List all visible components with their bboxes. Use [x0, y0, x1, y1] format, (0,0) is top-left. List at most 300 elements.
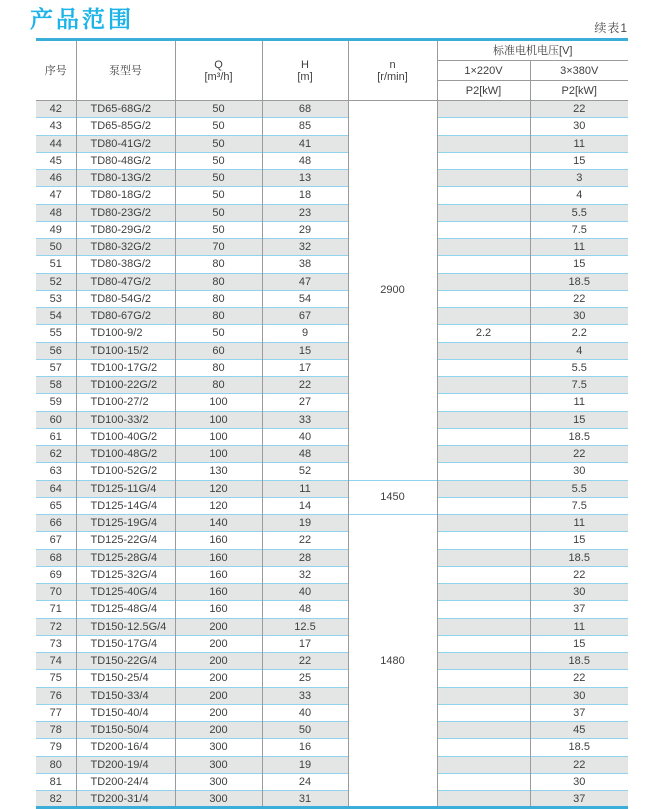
- cell-head: 33: [262, 411, 348, 428]
- cell-serial: 51: [36, 256, 76, 273]
- cell-model: TD65-85G/2: [76, 118, 175, 135]
- cell-p2-220: [437, 290, 530, 307]
- cell-model: TD150-50/4: [76, 722, 175, 739]
- cell-p2-380: 22: [530, 290, 628, 307]
- cell-flow: 80: [175, 377, 262, 394]
- cell-model: TD80-48G/2: [76, 152, 175, 169]
- cell-p2-220: [437, 584, 530, 601]
- cell-serial: 77: [36, 704, 76, 721]
- cell-p2-380: 30: [530, 773, 628, 790]
- table-row: [36, 549, 628, 566]
- cell-p2-380: 11: [530, 239, 628, 256]
- cell-p2-380: 15: [530, 411, 628, 428]
- table-row: [36, 566, 628, 583]
- header-speed-unit: [r/min]: [377, 70, 408, 83]
- cell-head: 12.5: [262, 618, 348, 635]
- cell-model: TD80-41G/2: [76, 135, 175, 152]
- cell-serial: 46: [36, 170, 76, 187]
- cell-p2-380: 22: [530, 566, 628, 583]
- cell-model: TD150-17G/4: [76, 635, 175, 652]
- cell-p2-380: 22: [530, 101, 628, 118]
- cell-head: 15: [262, 342, 348, 359]
- continued-table-label: 续表1: [594, 21, 628, 35]
- header-speed-symbol: n: [389, 58, 396, 71]
- table-row: [36, 739, 628, 756]
- cell-flow: 50: [175, 170, 262, 187]
- cell-flow: 80: [175, 308, 262, 325]
- cell-p2-380: 11: [530, 515, 628, 532]
- cell-flow: 100: [175, 428, 262, 445]
- cell-head: 17: [262, 359, 348, 376]
- cell-flow: 160: [175, 584, 262, 601]
- cell-flow: 200: [175, 722, 262, 739]
- cell-model: TD100-22G/2: [76, 377, 175, 394]
- cell-p2-380: 22: [530, 756, 628, 773]
- table-row: [36, 256, 628, 273]
- table-row: [36, 135, 628, 152]
- table-row: [36, 101, 628, 118]
- cell-serial: 59: [36, 394, 76, 411]
- table-row: [36, 791, 628, 808]
- cell-flow: 120: [175, 480, 262, 497]
- cell-p2-220: [437, 549, 530, 566]
- cell-p2-220: [437, 791, 530, 808]
- cell-p2-380: 15: [530, 152, 628, 169]
- cell-p2-220: [437, 377, 530, 394]
- header-head-unit: [m]: [297, 70, 313, 83]
- cell-serial: 80: [36, 756, 76, 773]
- cell-head: 32: [262, 566, 348, 583]
- cell-p2-220: [437, 480, 530, 497]
- cell-head: 24: [262, 773, 348, 790]
- cell-model: TD80-18G/2: [76, 187, 175, 204]
- cell-head: 54: [262, 290, 348, 307]
- cell-p2-380: 5.5: [530, 480, 628, 497]
- cell-p2-220: [437, 239, 530, 256]
- cell-serial: 60: [36, 411, 76, 428]
- cell-speed: 1450: [348, 480, 437, 515]
- cell-p2-220: [437, 773, 530, 790]
- header-p2-220: P2[kW]: [437, 81, 530, 101]
- cell-serial: 64: [36, 480, 76, 497]
- cell-serial: 56: [36, 342, 76, 359]
- cell-model: TD200-19/4: [76, 756, 175, 773]
- cell-model: TD125-11G/4: [76, 480, 175, 497]
- table-row: [36, 635, 628, 652]
- page-title: 产品范围: [30, 6, 134, 32]
- cell-p2-380: 22: [530, 446, 628, 463]
- cell-head: 67: [262, 308, 348, 325]
- cell-p2-220: [437, 704, 530, 721]
- cell-p2-220: [437, 463, 530, 480]
- table-row: [36, 532, 628, 549]
- cell-serial: 72: [36, 618, 76, 635]
- cell-p2-220: 2.2: [437, 325, 530, 342]
- table-row: [36, 601, 628, 618]
- cell-serial: 68: [36, 549, 76, 566]
- cell-serial: 73: [36, 635, 76, 652]
- cell-serial: 48: [36, 204, 76, 221]
- cell-p2-380: 30: [530, 687, 628, 704]
- cell-head: 25: [262, 670, 348, 687]
- cell-head: 16: [262, 739, 348, 756]
- cell-p2-220: [437, 152, 530, 169]
- table-header: [36, 40, 628, 101]
- cell-serial: 71: [36, 601, 76, 618]
- table-row: [36, 342, 628, 359]
- cell-p2-380: 18.5: [530, 428, 628, 445]
- cell-p2-380: 5.5: [530, 359, 628, 376]
- header-flow: [175, 40, 262, 101]
- cell-p2-380: 37: [530, 791, 628, 808]
- cell-p2-220: [437, 497, 530, 514]
- cell-model: TD125-48G/4: [76, 601, 175, 618]
- cell-serial: 82: [36, 791, 76, 808]
- cell-p2-220: [437, 308, 530, 325]
- cell-head: 48: [262, 446, 348, 463]
- header-p2-380: P2[kW]: [530, 81, 628, 101]
- cell-flow: 200: [175, 670, 262, 687]
- table-row: [36, 618, 628, 635]
- cell-serial: 79: [36, 739, 76, 756]
- cell-model: TD80-13G/2: [76, 170, 175, 187]
- cell-head: 13: [262, 170, 348, 187]
- header-flow-symbol: Q: [214, 58, 223, 71]
- cell-p2-380: 3: [530, 170, 628, 187]
- cell-head: 22: [262, 653, 348, 670]
- cell-p2-380: 37: [530, 601, 628, 618]
- cell-serial: 70: [36, 584, 76, 601]
- cell-head: 31: [262, 791, 348, 808]
- cell-serial: 43: [36, 118, 76, 135]
- cell-head: 47: [262, 273, 348, 290]
- cell-flow: 80: [175, 290, 262, 307]
- cell-flow: 120: [175, 497, 262, 514]
- cell-p2-380: 15: [530, 256, 628, 273]
- cell-p2-380: 37: [530, 704, 628, 721]
- header-head: [262, 40, 348, 101]
- cell-model: TD125-19G/4: [76, 515, 175, 532]
- cell-p2-380: 7.5: [530, 497, 628, 514]
- cell-flow: 50: [175, 152, 262, 169]
- table-row: [36, 290, 628, 307]
- cell-model: TD125-28G/4: [76, 549, 175, 566]
- cell-p2-220: [437, 601, 530, 618]
- cell-serial: 49: [36, 221, 76, 238]
- cell-model: TD80-67G/2: [76, 308, 175, 325]
- cell-serial: 42: [36, 101, 76, 118]
- cell-head: 38: [262, 256, 348, 273]
- cell-model: TD150-25/4: [76, 670, 175, 687]
- cell-head: 11: [262, 480, 348, 497]
- cell-p2-220: [437, 653, 530, 670]
- table-row: [36, 170, 628, 187]
- cell-p2-380: 18.5: [530, 653, 628, 670]
- cell-flow: 100: [175, 394, 262, 411]
- table-row: [36, 239, 628, 256]
- cell-model: TD80-47G/2: [76, 273, 175, 290]
- cell-p2-220: [437, 618, 530, 635]
- cell-model: TD100-17G/2: [76, 359, 175, 376]
- cell-flow: 130: [175, 463, 262, 480]
- cell-p2-220: [437, 515, 530, 532]
- cell-p2-220: [437, 411, 530, 428]
- cell-model: TD150-12.5G/4: [76, 618, 175, 635]
- cell-serial: 52: [36, 273, 76, 290]
- cell-head: 9: [262, 325, 348, 342]
- cell-p2-380: 45: [530, 722, 628, 739]
- table-row: [36, 273, 628, 290]
- cell-model: TD125-40G/4: [76, 584, 175, 601]
- cell-flow: 160: [175, 566, 262, 583]
- cell-flow: 80: [175, 256, 262, 273]
- cell-flow: 50: [175, 135, 262, 152]
- cell-p2-220: [437, 428, 530, 445]
- cell-p2-220: [437, 566, 530, 583]
- cell-head: 33: [262, 687, 348, 704]
- cell-head: 27: [262, 394, 348, 411]
- cell-p2-220: [437, 135, 530, 152]
- cell-serial: 69: [36, 566, 76, 583]
- cell-flow: 160: [175, 601, 262, 618]
- cell-model: TD100-52G/2: [76, 463, 175, 480]
- table-row: [36, 687, 628, 704]
- table-row: [36, 308, 628, 325]
- cell-p2-220: [437, 170, 530, 187]
- table-row: [36, 394, 628, 411]
- cell-flow: 50: [175, 325, 262, 342]
- cell-p2-380: 30: [530, 584, 628, 601]
- table-row: [36, 670, 628, 687]
- cell-p2-220: [437, 101, 530, 118]
- cell-p2-220: [437, 118, 530, 135]
- cell-flow: 50: [175, 204, 262, 221]
- cell-flow: 80: [175, 359, 262, 376]
- table-body: [36, 101, 628, 808]
- cell-flow: 50: [175, 221, 262, 238]
- cell-serial: 74: [36, 653, 76, 670]
- cell-head: 50: [262, 722, 348, 739]
- cell-model: TD125-32G/4: [76, 566, 175, 583]
- cell-model: TD100-27/2: [76, 394, 175, 411]
- cell-p2-220: [437, 670, 530, 687]
- cell-flow: 300: [175, 739, 262, 756]
- cell-p2-380: 7.5: [530, 221, 628, 238]
- cell-p2-220: [437, 756, 530, 773]
- cell-head: 17: [262, 635, 348, 652]
- cell-model: TD80-29G/2: [76, 221, 175, 238]
- table-row: [36, 722, 628, 739]
- cell-serial: 76: [36, 687, 76, 704]
- cell-head: 18: [262, 187, 348, 204]
- cell-p2-380: 2.2: [530, 325, 628, 342]
- cell-flow: 200: [175, 618, 262, 635]
- cell-p2-220: [437, 739, 530, 756]
- cell-serial: 55: [36, 325, 76, 342]
- cell-serial: 57: [36, 359, 76, 376]
- cell-flow: 140: [175, 515, 262, 532]
- table-row: [36, 497, 628, 514]
- table-row: [36, 446, 628, 463]
- cell-model: TD100-15/2: [76, 342, 175, 359]
- cell-flow: 200: [175, 687, 262, 704]
- table-row: [36, 480, 628, 497]
- cell-model: TD65-68G/2: [76, 101, 175, 118]
- cell-model: TD200-16/4: [76, 739, 175, 756]
- cell-head: 85: [262, 118, 348, 135]
- table-row: [36, 187, 628, 204]
- cell-serial: 75: [36, 670, 76, 687]
- cell-speed: 2900: [348, 101, 437, 481]
- product-range-table: [36, 38, 628, 809]
- header-voltage-220: 1×220V: [437, 61, 530, 81]
- cell-p2-380: 18.5: [530, 739, 628, 756]
- table-row: [36, 773, 628, 790]
- cell-p2-380: 11: [530, 618, 628, 635]
- cell-serial: 53: [36, 290, 76, 307]
- cell-flow: 200: [175, 635, 262, 652]
- cell-p2-220: [437, 221, 530, 238]
- cell-serial: 44: [36, 135, 76, 152]
- cell-flow: 300: [175, 773, 262, 790]
- table-row: [36, 325, 628, 342]
- cell-head: 23: [262, 204, 348, 221]
- cell-head: 52: [262, 463, 348, 480]
- cell-model: TD150-33/4: [76, 687, 175, 704]
- cell-head: 68: [262, 101, 348, 118]
- cell-p2-220: [437, 256, 530, 273]
- cell-serial: 45: [36, 152, 76, 169]
- cell-head: 48: [262, 601, 348, 618]
- cell-p2-220: [437, 359, 530, 376]
- table-row: [36, 411, 628, 428]
- cell-p2-220: [437, 446, 530, 463]
- cell-p2-380: 7.5: [530, 377, 628, 394]
- header-head-symbol: H: [301, 58, 309, 71]
- table-row: [36, 463, 628, 480]
- cell-serial: 65: [36, 497, 76, 514]
- cell-p2-380: 4: [530, 187, 628, 204]
- header-model: 泵型号: [76, 40, 175, 101]
- header-voltage-380: 3×380V: [530, 61, 628, 81]
- cell-head: 19: [262, 756, 348, 773]
- table-row: [36, 118, 628, 135]
- cell-p2-220: [437, 273, 530, 290]
- cell-serial: 58: [36, 377, 76, 394]
- cell-serial: 81: [36, 773, 76, 790]
- cell-head: 22: [262, 377, 348, 394]
- cell-flow: 50: [175, 118, 262, 135]
- cell-serial: 54: [36, 308, 76, 325]
- cell-p2-380: 15: [530, 532, 628, 549]
- cell-flow: 50: [175, 101, 262, 118]
- table-row: [36, 359, 628, 376]
- cell-p2-220: [437, 532, 530, 549]
- cell-flow: 70: [175, 239, 262, 256]
- cell-serial: 47: [36, 187, 76, 204]
- cell-model: TD150-40/4: [76, 704, 175, 721]
- cell-model: TD80-32G/2: [76, 239, 175, 256]
- cell-serial: 63: [36, 463, 76, 480]
- cell-flow: 300: [175, 756, 262, 773]
- cell-head: 32: [262, 239, 348, 256]
- cell-model: TD80-54G/2: [76, 290, 175, 307]
- table-row: [36, 584, 628, 601]
- cell-serial: 62: [36, 446, 76, 463]
- cell-flow: 80: [175, 273, 262, 290]
- cell-p2-380: 11: [530, 394, 628, 411]
- cell-p2-220: [437, 722, 530, 739]
- cell-flow: 300: [175, 791, 262, 808]
- table-row: [36, 653, 628, 670]
- cell-head: 40: [262, 584, 348, 601]
- cell-flow: 100: [175, 446, 262, 463]
- cell-model: TD100-9/2: [76, 325, 175, 342]
- cell-model: TD125-22G/4: [76, 532, 175, 549]
- cell-serial: 78: [36, 722, 76, 739]
- cell-model: TD100-48G/2: [76, 446, 175, 463]
- table-row: [36, 756, 628, 773]
- table-row: [36, 377, 628, 394]
- table-row: [36, 428, 628, 445]
- cell-model: TD200-31/4: [76, 791, 175, 808]
- cell-p2-220: [437, 635, 530, 652]
- cell-head: 22: [262, 532, 348, 549]
- cell-head: 40: [262, 704, 348, 721]
- cell-model: TD80-23G/2: [76, 204, 175, 221]
- cell-serial: 61: [36, 428, 76, 445]
- cell-head: 29: [262, 221, 348, 238]
- cell-p2-380: 11: [530, 135, 628, 152]
- cell-flow: 100: [175, 411, 262, 428]
- cell-head: 40: [262, 428, 348, 445]
- cell-p2-220: [437, 204, 530, 221]
- cell-p2-380: 30: [530, 308, 628, 325]
- cell-head: 14: [262, 497, 348, 514]
- cell-head: 19: [262, 515, 348, 532]
- table-row: [36, 204, 628, 221]
- cell-p2-380: 22: [530, 670, 628, 687]
- header-voltage-group: 标准电机电压[V]: [437, 40, 628, 61]
- cell-model: TD100-40G/2: [76, 428, 175, 445]
- cell-p2-380: 15: [530, 635, 628, 652]
- cell-model: TD100-33/2: [76, 411, 175, 428]
- cell-head: 41: [262, 135, 348, 152]
- cell-flow: 200: [175, 653, 262, 670]
- cell-serial: 66: [36, 515, 76, 532]
- cell-p2-380: 30: [530, 118, 628, 135]
- cell-serial: 50: [36, 239, 76, 256]
- cell-model: TD200-24/4: [76, 773, 175, 790]
- cell-p2-220: [437, 187, 530, 204]
- cell-p2-220: [437, 342, 530, 359]
- cell-speed: 1480: [348, 515, 437, 808]
- cell-p2-380: 5.5: [530, 204, 628, 221]
- cell-p2-380: 18.5: [530, 549, 628, 566]
- header-serial: 序号: [36, 40, 76, 101]
- cell-p2-380: 18.5: [530, 273, 628, 290]
- cell-head: 28: [262, 549, 348, 566]
- cell-model: TD80-38G/2: [76, 256, 175, 273]
- table-row: [36, 704, 628, 721]
- cell-flow: 160: [175, 549, 262, 566]
- cell-head: 48: [262, 152, 348, 169]
- cell-flow: 60: [175, 342, 262, 359]
- cell-flow: 50: [175, 187, 262, 204]
- cell-p2-220: [437, 394, 530, 411]
- cell-model: TD150-22G/4: [76, 653, 175, 670]
- table-row: [36, 152, 628, 169]
